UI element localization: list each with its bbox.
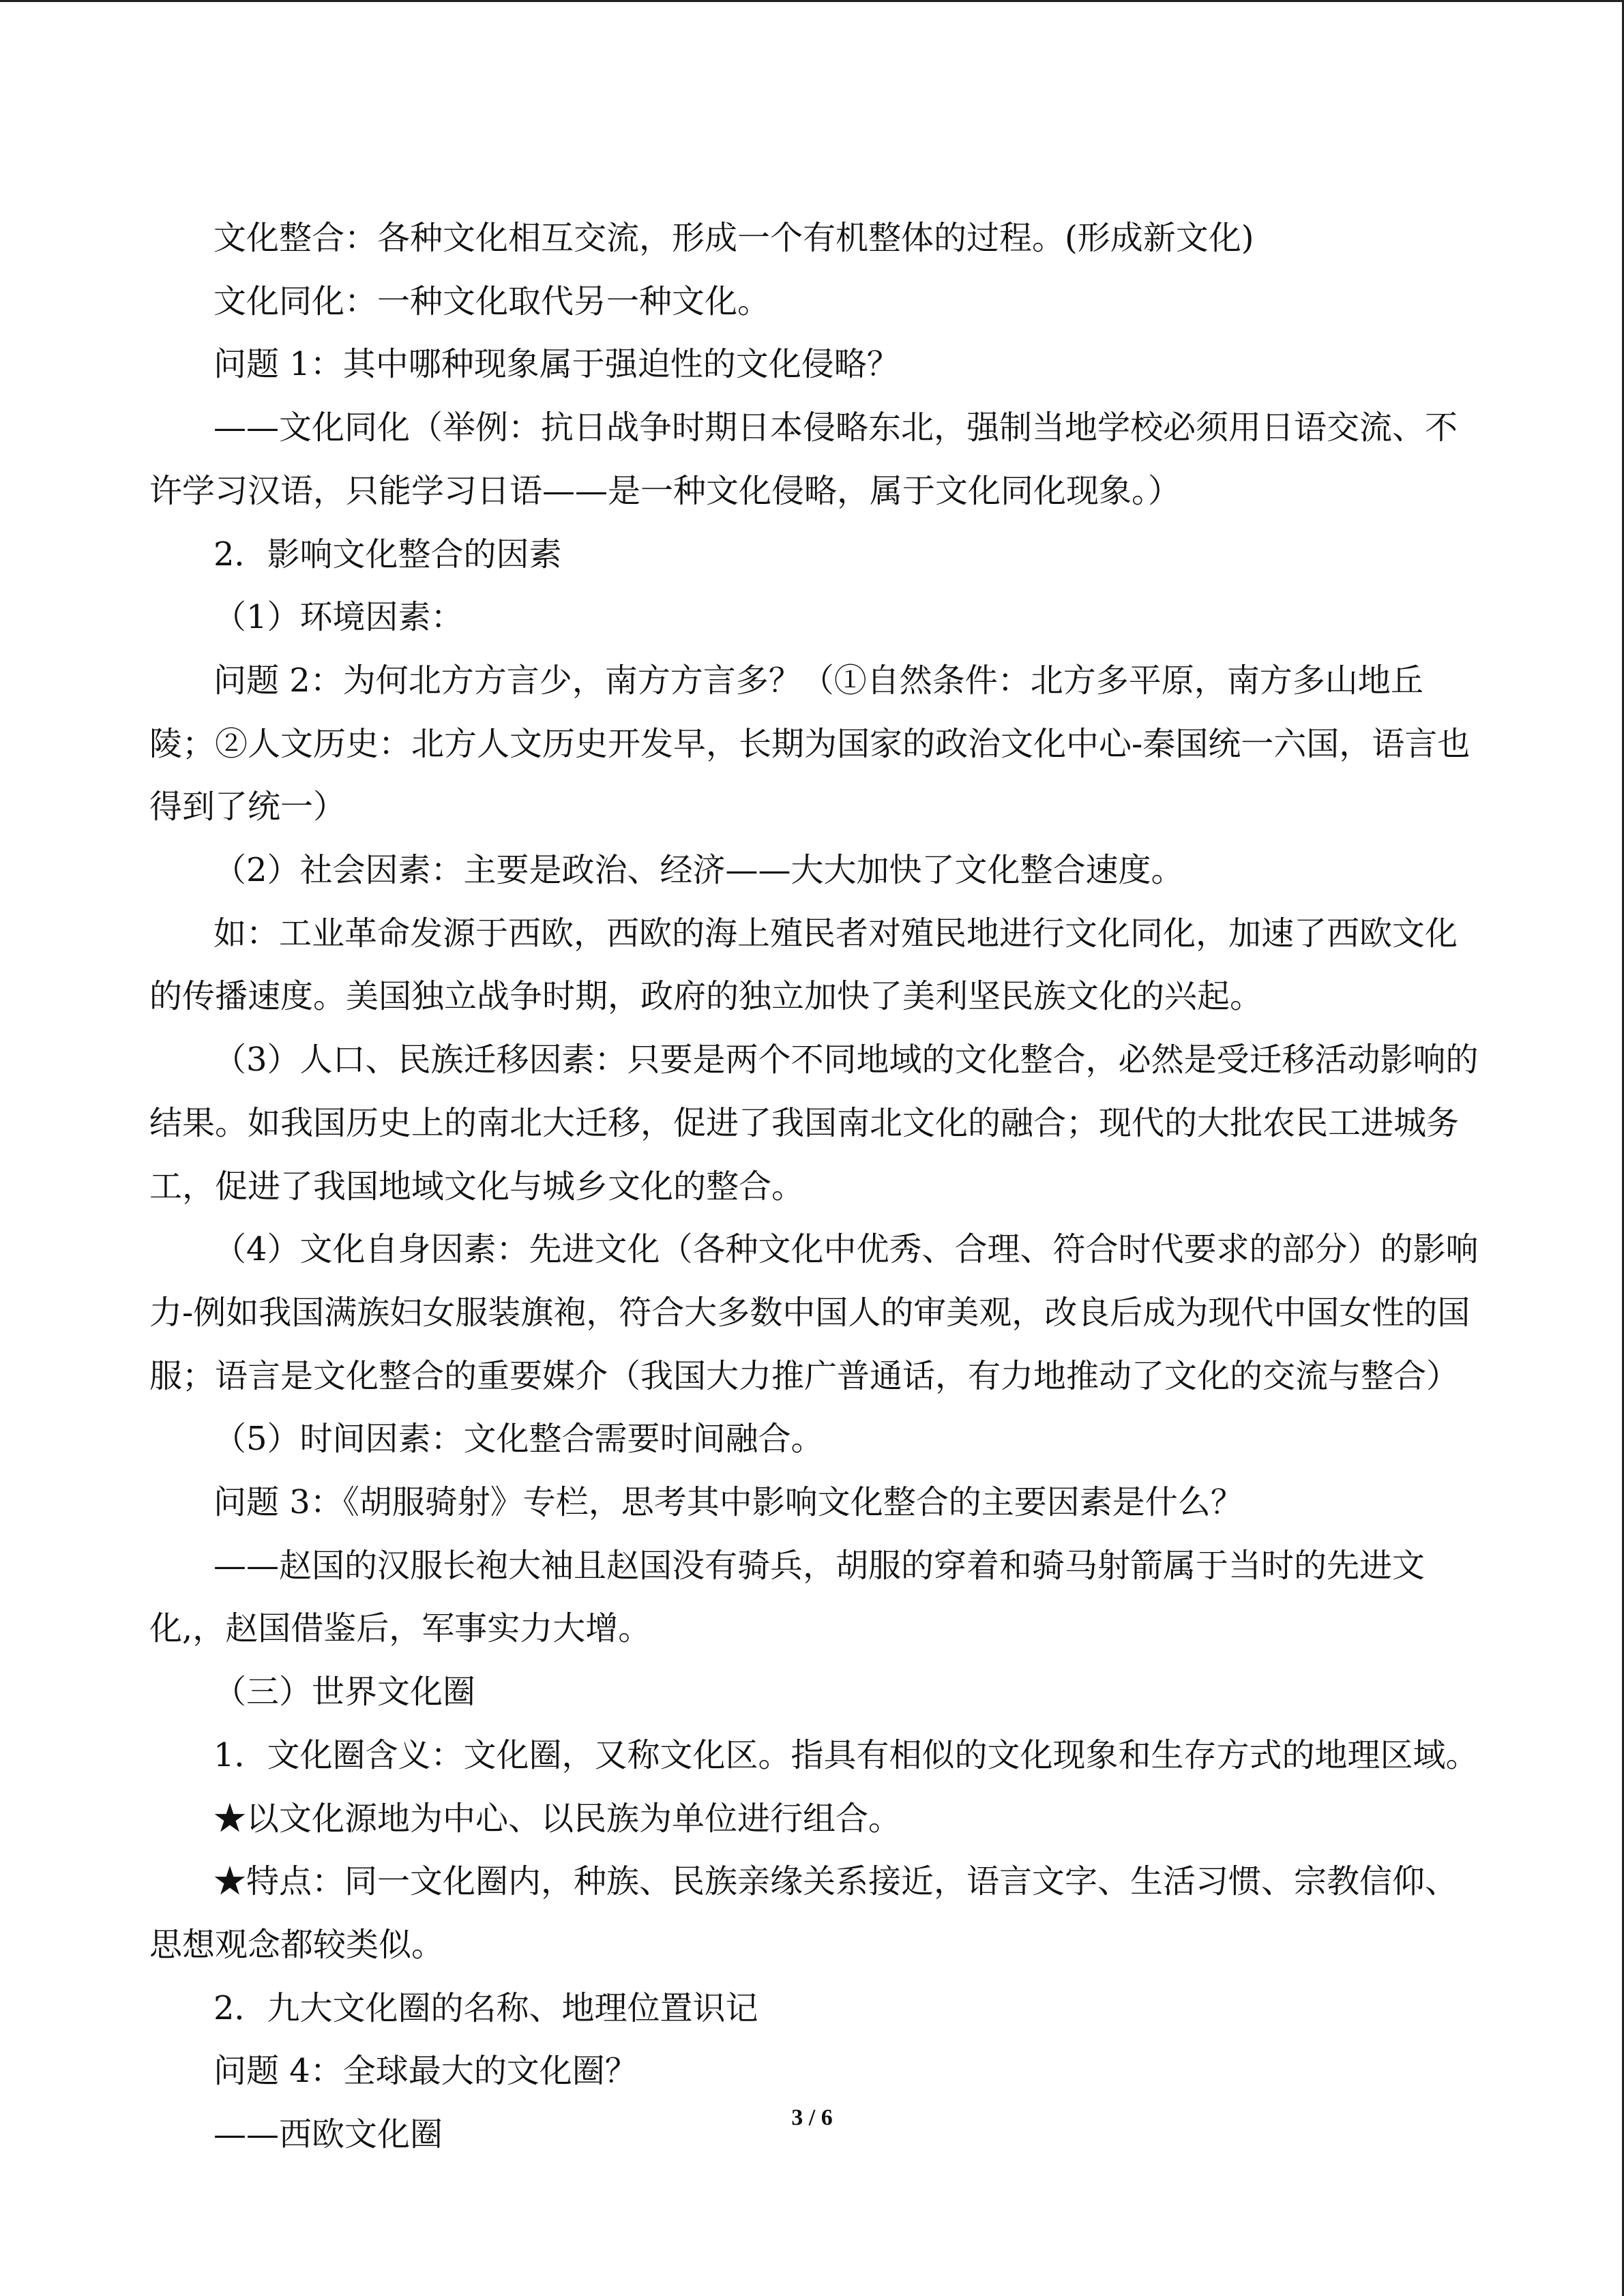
text-line: 化,，赵国借鉴后，军事实力大增。: [149, 1609, 651, 1648]
text-line: 文化同化：一种文化取代另一种文化。: [213, 282, 771, 320]
page-body: [149, 207, 1479, 2166]
text-line: 问题 3：《胡服骑射》专栏，思考其中影响文化整合的主要因素是什么？: [213, 1483, 1243, 1522]
text-line: 力-例如我国满族妇女服装旗袍，符合大多数中国人的审美观，改良后成为现代中国女性的国: [149, 1293, 1471, 1332]
text-line: （4）文化自身因素：先进文化（各种文化中优秀、合理、符合时代要求的部分）的影响: [213, 1230, 1479, 1269]
text-line: （3）人口、民族迁移因素：只要是两个不同地域的文化整合，必然是受迁移活动影响的: [213, 1041, 1479, 1079]
text-line: ——西欧文化圈: [213, 2115, 443, 2154]
text-line: （5）时间因素：文化整合需要时间融合。: [213, 1420, 824, 1459]
text-line: 结果。如我国历史上的南北大迁移，促进了我国南北文化的融合；现代的大批农民工进城务: [149, 1103, 1460, 1142]
text-line: 工，促进了我国地域文化与城乡文化的整合。: [149, 1167, 805, 1206]
text-line: 文化整合：各种文化相互交流，形成一个有机整体的过程。(形成新文化): [213, 219, 1254, 257]
text-line: 1．文化圈含义：文化圈，又称文化区。指具有相似的文化现象和生存方式的地理区域。: [213, 1735, 1479, 1774]
text-line: 2．影响文化整合的因素: [213, 535, 562, 573]
text-line: 得到了统一）: [149, 788, 346, 826]
text-line: 问题 2：为何北方方言少，南方方言多？（①自然条件：北方多平原，南方多山地丘: [213, 661, 1423, 700]
text-line: 问题 1：其中哪种现象属于强迫性的文化侵略？: [213, 345, 900, 384]
text-line: 思想观念都较类似。: [149, 1925, 445, 1964]
text-line: （2）社会因素：主要是政治、经济——大大加快了文化整合速度。: [213, 851, 1184, 890]
text-line: 服；语言是文化整合的重要媒介（我国大力推广普通话，有力地推动了文化的交流与整合）: [149, 1356, 1460, 1395]
page-number: 3 / 6: [791, 2105, 833, 2130]
text-line: （三）世界文化圈: [213, 1673, 476, 1712]
text-line: 陵；②人文历史：北方人文历史开发早，长期为国家的政治文化中心-秦国统一六国，语言也: [149, 724, 1471, 763]
text-line: ——文化同化（举例：抗日战争时期日本侵略东北，强制当地学校必须用日语交流、不: [213, 408, 1458, 447]
text-line: ★特点：同一文化圈内，种族、民族亲缘关系接近，语言文字、生活习惯、宗教信仰、: [213, 1862, 1458, 1901]
text-line: 如：工业革命发源于西欧，西欧的海上殖民者对殖民地进行文化同化，加速了西欧文化: [213, 914, 1458, 953]
text-line: 问题 4：全球最大的文化圈？: [213, 2052, 638, 2091]
text-line: 2．九大文化圈的名称、地理位置识记: [213, 1988, 758, 2027]
text-line: ——赵国的汉服长袍大袖且赵国没有骑兵，胡服的穿着和骑马射箭属于当时的先进文: [213, 1546, 1426, 1585]
text-line: （1）环境因素：: [213, 598, 464, 637]
text-line: 许学习汉语，只能学习日语——是一种文化侵略，属于文化同化现象。）: [149, 471, 1181, 510]
text-line: 的传播速度。美国独立战争时期，政府的独立加快了美利坚民族文化的兴起。: [149, 977, 1263, 1016]
text-line: ★以文化源地为中心、以民族为单位进行组合。: [213, 1799, 902, 1838]
